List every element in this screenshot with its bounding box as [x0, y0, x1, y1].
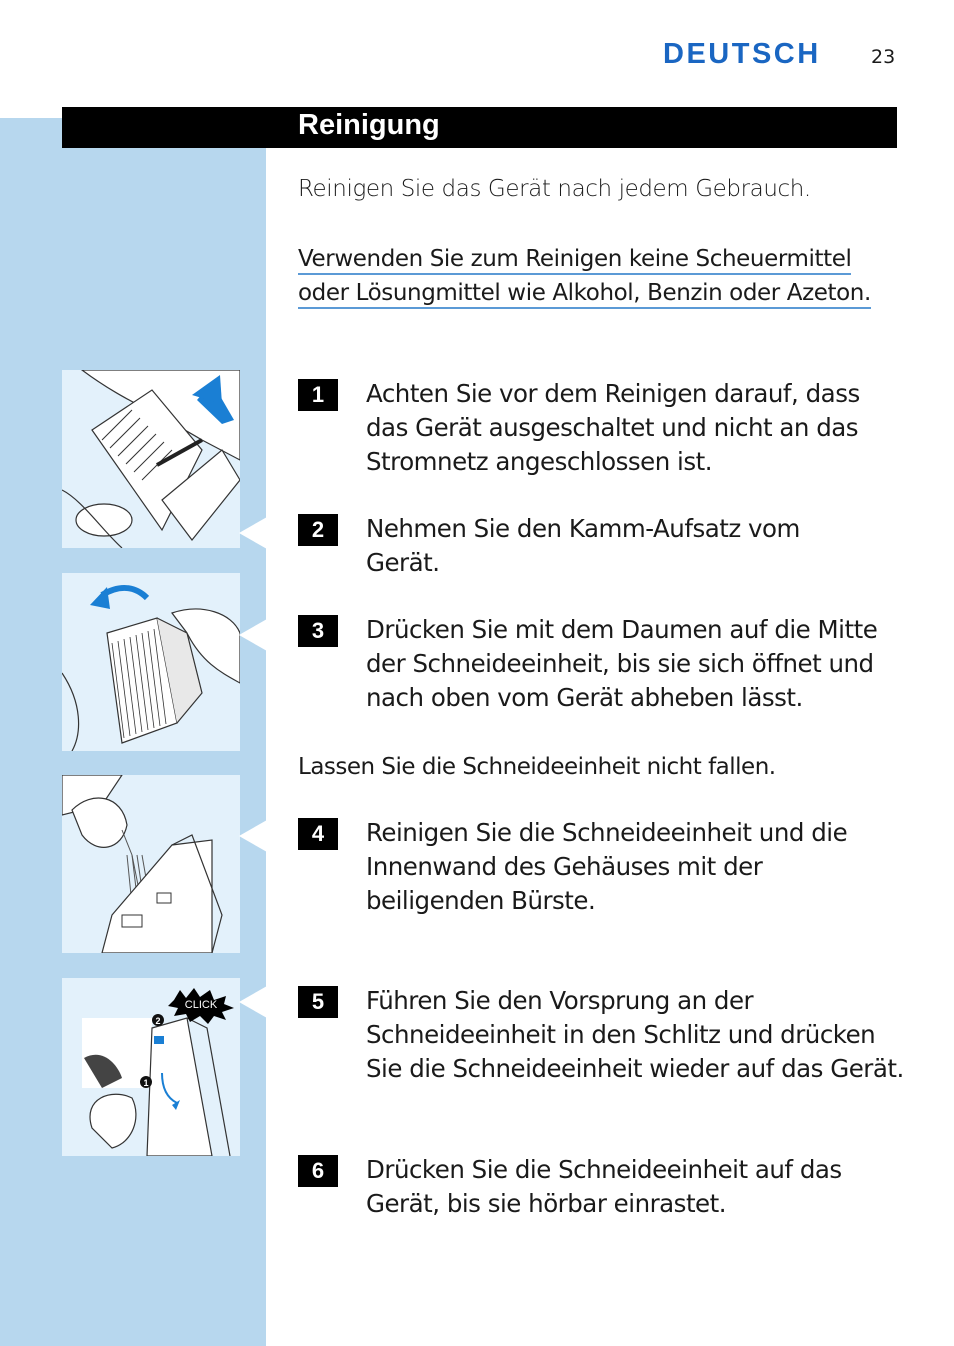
step-4-number: 4: [298, 818, 338, 850]
step-2-number: 2: [298, 514, 338, 546]
open-cutter-illustration: [62, 573, 240, 751]
warning-text: [298, 242, 898, 310]
marker-2: 2: [155, 1016, 161, 1026]
note-text: Lassen Sie die Schneideeinheit nicht fallen.: [298, 754, 776, 780]
marker-1: 1: [143, 1078, 149, 1088]
warning-underlined: Verwenden Sie zum Reinigen keine Scheuermittel oder Lösungmittel wie Alkohol, Benzin oder Azeton.: [298, 246, 871, 309]
step-1-number: 1: [298, 379, 338, 411]
step-5-number: 5: [298, 986, 338, 1018]
page-number: 23: [871, 46, 896, 68]
brush-cleaning-illustration: [62, 775, 240, 953]
click-label: CLICK: [184, 999, 218, 1011]
section-title-bar: [62, 107, 897, 148]
reattach-cutter-illustration: [62, 978, 240, 1156]
language-label: DEUTSCH: [663, 38, 821, 70]
step-4-text: Reinigen Sie die Schneideeinheit und die Innenwand des Gehäuses mit der beiligenden Bürste.: [366, 818, 848, 915]
section-title: Reinigung: [298, 109, 440, 141]
illustration-2-pointer: [239, 619, 267, 651]
step-1-text: Achten Sie vor dem Reinigen darauf, dass das Gerät ausgeschaltet und nicht an das Stromnetz angeschlossen ist.: [366, 379, 860, 476]
step-2-text: Nehmen Sie den Kamm-Aufsatz vom Gerät.: [366, 514, 800, 577]
step-6-text: Drücken Sie die Schneideeinheit auf das Gerät, bis sie hörbar einrastet.: [366, 1155, 842, 1218]
step-3-number: 3: [298, 615, 338, 647]
illustration-4-pointer: [239, 986, 267, 1018]
remove-comb-illustration: [62, 370, 240, 548]
step-3-text: Drücken Sie mit dem Daumen auf die Mitte der Schneideeinheit, bis sie sich öffnet und nach oben vom Gerät abheben lässt.: [366, 615, 878, 712]
step-6-number: 6: [298, 1155, 338, 1187]
illustration-1-pointer: [239, 517, 267, 549]
step-5-text: Führen Sie den Vorsprung an der Schneideeinheit in den Schlitz und drücken Sie die Schneideeinheit wieder auf das Gerät.: [366, 986, 904, 1083]
intro-text: Reinigen Sie das Gerät nach jedem Gebrauch.: [298, 176, 811, 202]
illustration-3-pointer: [239, 820, 267, 852]
